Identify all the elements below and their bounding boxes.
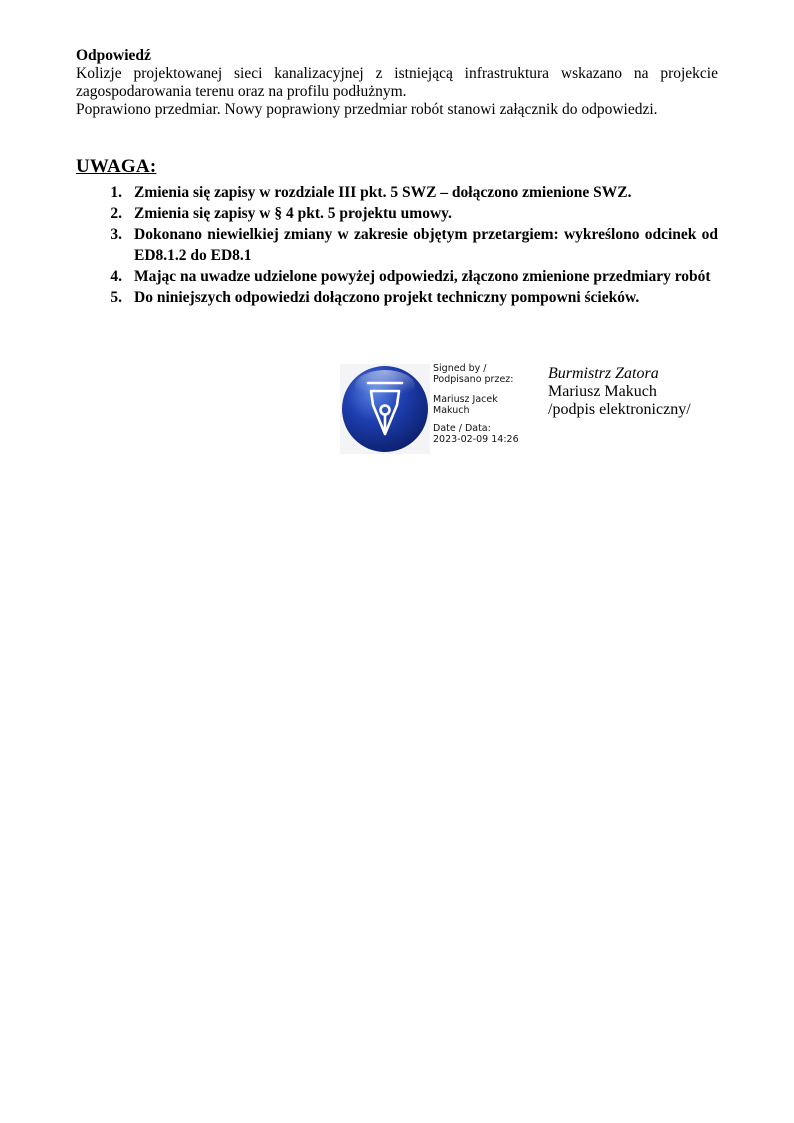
notice-item (76, 224, 718, 266)
notice-item-number: 5. (110, 289, 122, 306)
notice-item-text: Zmienia się zapisy w rozdziale III pkt. 5 SWZ – dołączono zmienione SWZ. (134, 184, 632, 201)
notice-list (76, 182, 718, 308)
notice-item (76, 287, 718, 308)
notice-title: UWAGA: (76, 156, 157, 177)
signer-surname: Makuch (433, 404, 470, 416)
answer-heading: Odpowiedź (76, 47, 151, 64)
answer-section (76, 47, 718, 119)
notice-item-text: Do niniejszych odpowiedzi dołączono projekt techniczny pompowni ścieków. (134, 289, 640, 306)
notice-item-text: Mając na uwadze udzielone powyżej odpowiedzi, złączono zmienione przedmiary robót (134, 268, 711, 285)
date-value: 2023-02-09 14:26 (433, 433, 519, 445)
signatory-block (548, 365, 691, 419)
notice-item-number: 3. (110, 226, 122, 243)
fountain-pen-nib-icon (340, 364, 430, 454)
signatory-name: Mariusz Makuch (548, 383, 657, 400)
notice-item-text: Dokonano niewielkiej zmiany w zakresie objętym przetargiem: wykreślono odcinek od ED8.1.2 do ED8.1 (134, 226, 718, 264)
signer-name: Mariusz Jacek (433, 394, 498, 405)
answer-paragraph-bill-of-quantities: Poprawiono przedmiar. Nowy poprawiony przedmiar robót stanowi załącznik do odpowiedzi. (76, 101, 658, 118)
notice-item-text: Zmienia się zapisy w § 4 pkt. 5 projektu umowy. (134, 205, 452, 222)
signed-by-label: Signed by / (433, 363, 487, 374)
signatory-role: Burmistrz Zatora (548, 365, 659, 382)
notice-item-number: 1. (110, 184, 122, 201)
notice-item-number: 2. (110, 205, 122, 222)
electronic-signature-stamp[interactable] (340, 364, 526, 454)
notice-item (76, 266, 718, 287)
signature-details (433, 364, 533, 445)
notice-item-number: 4. (110, 268, 122, 285)
notice-item (76, 182, 718, 203)
signed-by-label-pl: Podpisano przez: (433, 373, 514, 385)
notice-item (76, 203, 718, 224)
answer-paragraph-collisions: Kolizje projektowanej sieci kanalizacyjnej z istniejącą infrastruktura wskazano na projekcie zagospodarowania terenu oraz na profilu podłużnym. (76, 65, 718, 100)
date-label: Date / Data: (433, 423, 491, 434)
signatory-note: /podpis elektroniczny/ (548, 401, 691, 418)
